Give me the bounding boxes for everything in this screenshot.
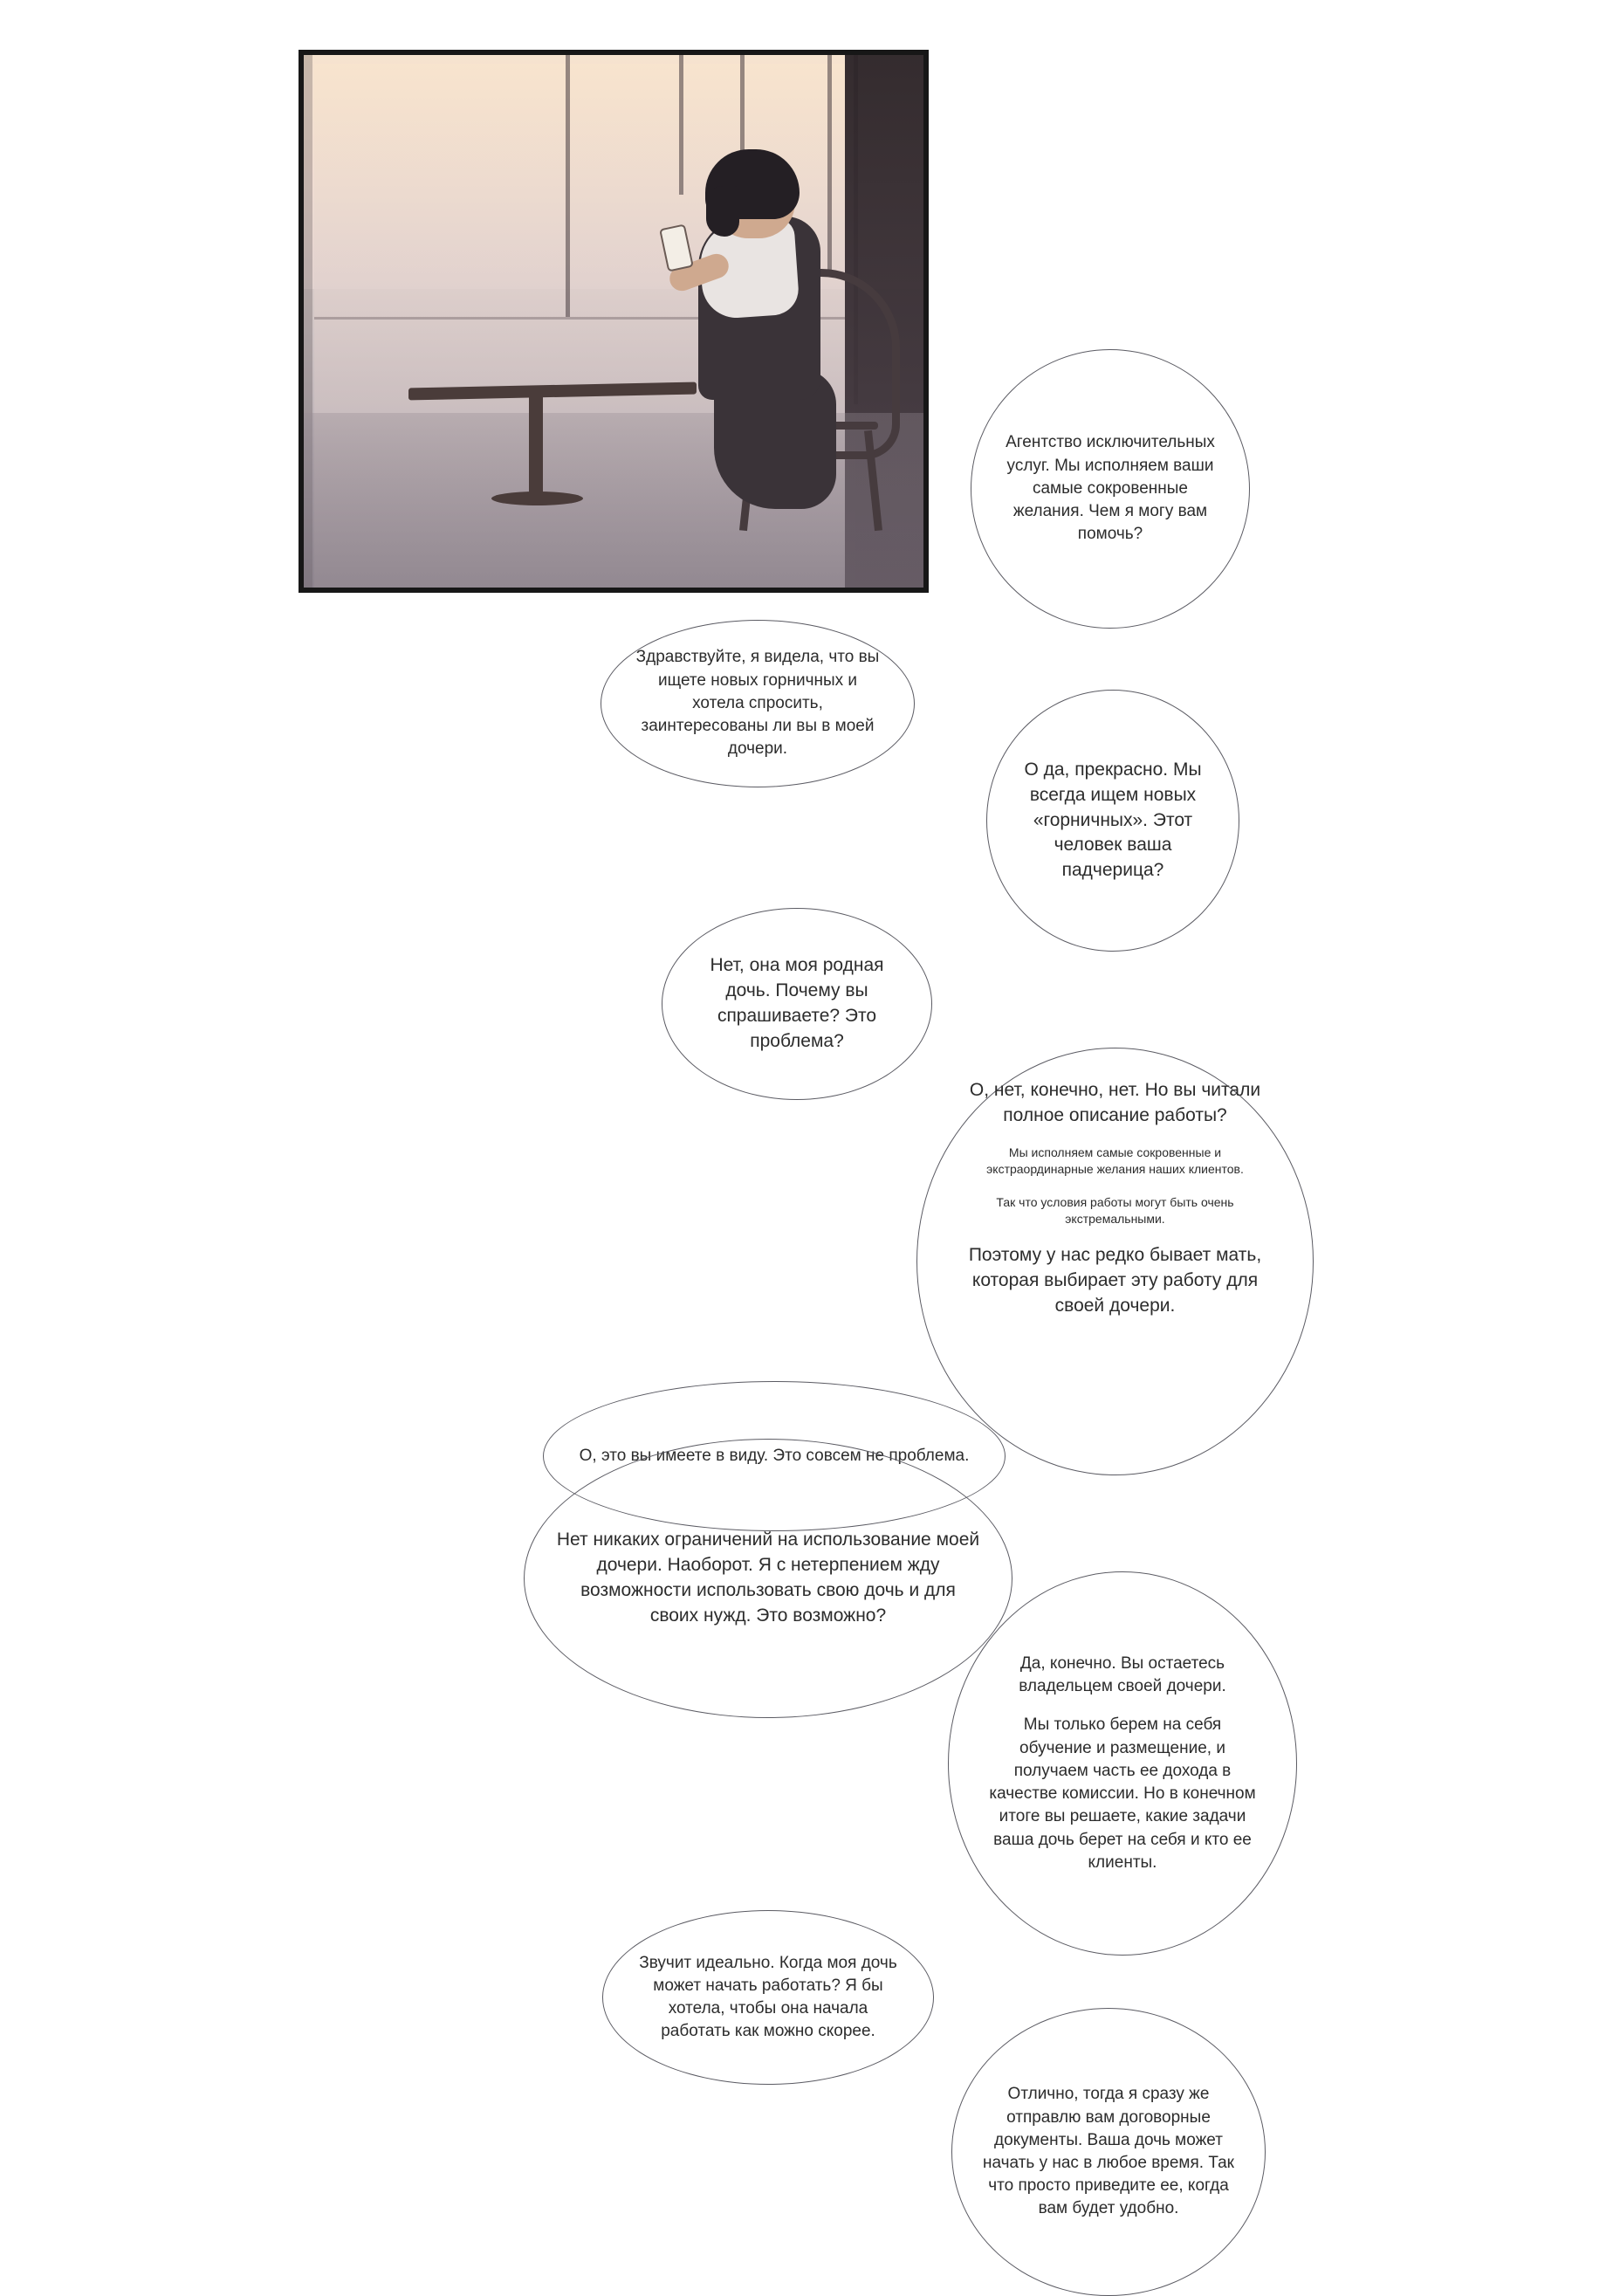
comic-panel	[299, 50, 929, 593]
speech-bubble-agency-ohyes	[986, 690, 1239, 952]
window-mullion	[566, 55, 570, 317]
bubble-text: О, нет, конечно, нет. Но вы читали полное описание работы?	[969, 1080, 1261, 1125]
bubble-text: Поэтому у нас редко бывает мать, которая выбирает эту работу для своей дочери.	[968, 1245, 1262, 1316]
speech-bubble-agency-job-description	[916, 1048, 1314, 1475]
speech-bubble-agency-ownership	[948, 1571, 1297, 1956]
bubble-text: О, это вы имеете в виду. Это совсем не проблема.	[579, 1446, 970, 1465]
table-base	[491, 492, 583, 505]
bubble-text: Мы только берем на себя обучение и размещение, и получаем часть ее дохода в качестве комиссии. Но в конечном итоге вы решаете, какие задачи ваша дочь берет на себя и кто ее клиенты.	[989, 1715, 1256, 1872]
bubble-text: Здравствуйте, я видела, что вы ищете новых горничных и хотела спросить, заинтересованы ли вы в моей дочери.	[635, 648, 880, 759]
window-mullion	[827, 55, 832, 273]
window-mullion	[679, 55, 683, 195]
bubble-text: Звучит идеально. Когда моя дочь может начать работать? Я бы хотела, чтобы она начала работать как можно скорее.	[639, 1953, 897, 2041]
bubble-text: Мы исполняем самые сокровенные и экстраординарные желания наших клиентов.	[986, 1145, 1244, 1177]
bubble-text: Агентство исключительных услуг. Мы исполняем ваши самые сокровенные желания. Чем я могу вам помочь?	[1006, 433, 1215, 544]
bubble-text: Да, конечно. Вы остаетесь владельцем своей дочери.	[1019, 1654, 1226, 1696]
speech-bubble-agency-contract	[951, 2008, 1266, 2296]
bubble-text: Нет никаких ограничений на использование моей дочери. Наоборот. Я с нетерпением жду возможности использовать свою дочь и для своих нужд. Это возможно?	[556, 1530, 980, 1626]
speech-bubble-mother-sounds-perfect	[602, 1910, 934, 2085]
speech-bubble-agency-greeting	[971, 349, 1250, 629]
speech-bubble-mother-hello	[601, 620, 915, 787]
bubble-text: Нет, она моя родная дочь. Почему вы спрашиваете? Это проблема?	[710, 955, 884, 1051]
bubble-text: Отлично, тогда я сразу же отправлю вам договорные документы. Ваша дочь может начать у нас в любое время. Так что просто приведите ее, когда вам будет удобно.	[983, 2085, 1234, 2218]
bubble-text: О да, прекрасно. Мы всегда ищем новых «горничных». Этот человек ваша падчерица?	[1024, 759, 1202, 881]
speech-bubble-mother-no-limits	[524, 1439, 1012, 1718]
bubble-text: Так что условия работы могут быть очень экстремальными.	[996, 1194, 1234, 1226]
speech-bubble-mother-own-daughter	[662, 908, 932, 1100]
character-hair-strand	[706, 186, 739, 237]
table-leg	[529, 395, 543, 500]
